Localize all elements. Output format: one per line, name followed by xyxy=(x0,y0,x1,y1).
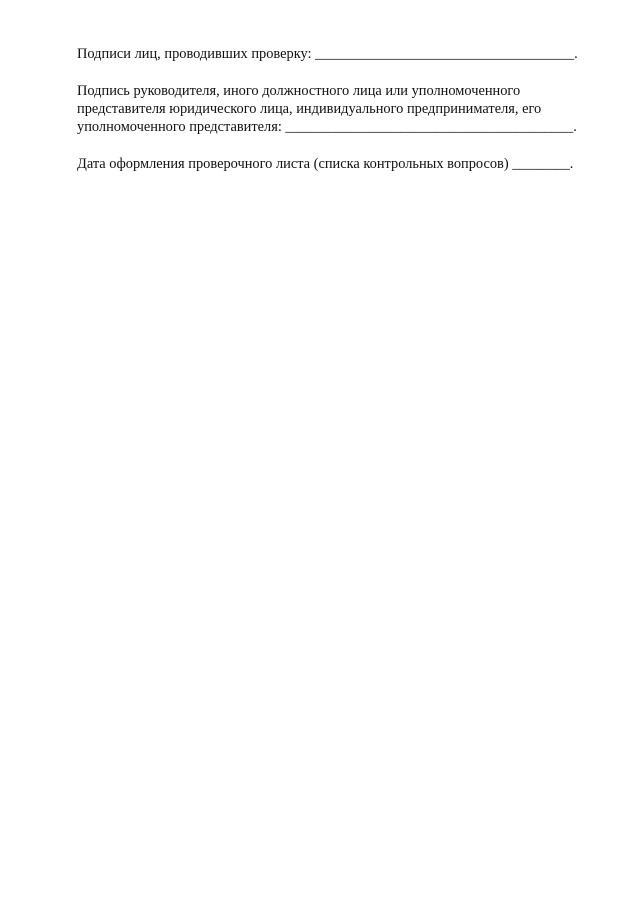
representative-signature-line-1: Подпись руководителя, иного должностного лица или уполномоченного xyxy=(77,83,521,99)
checklist-date-paragraph xyxy=(77,155,607,173)
checklist-date-line: Дата оформления проверочного листа (списка контрольных вопросов) ________. xyxy=(77,156,574,172)
inspectors-signature-paragraph xyxy=(77,45,607,63)
representative-signature-line-2: представителя юридического лица, индивидуального предпринимателя, его xyxy=(77,101,542,117)
representative-signature-line-3: уполномоченного представителя: ________________________________________. xyxy=(77,119,577,135)
inspectors-signature-line: Подписи лиц, проводивших проверку: ____________________________________. xyxy=(77,46,578,62)
representative-signature-paragraph xyxy=(77,82,607,136)
